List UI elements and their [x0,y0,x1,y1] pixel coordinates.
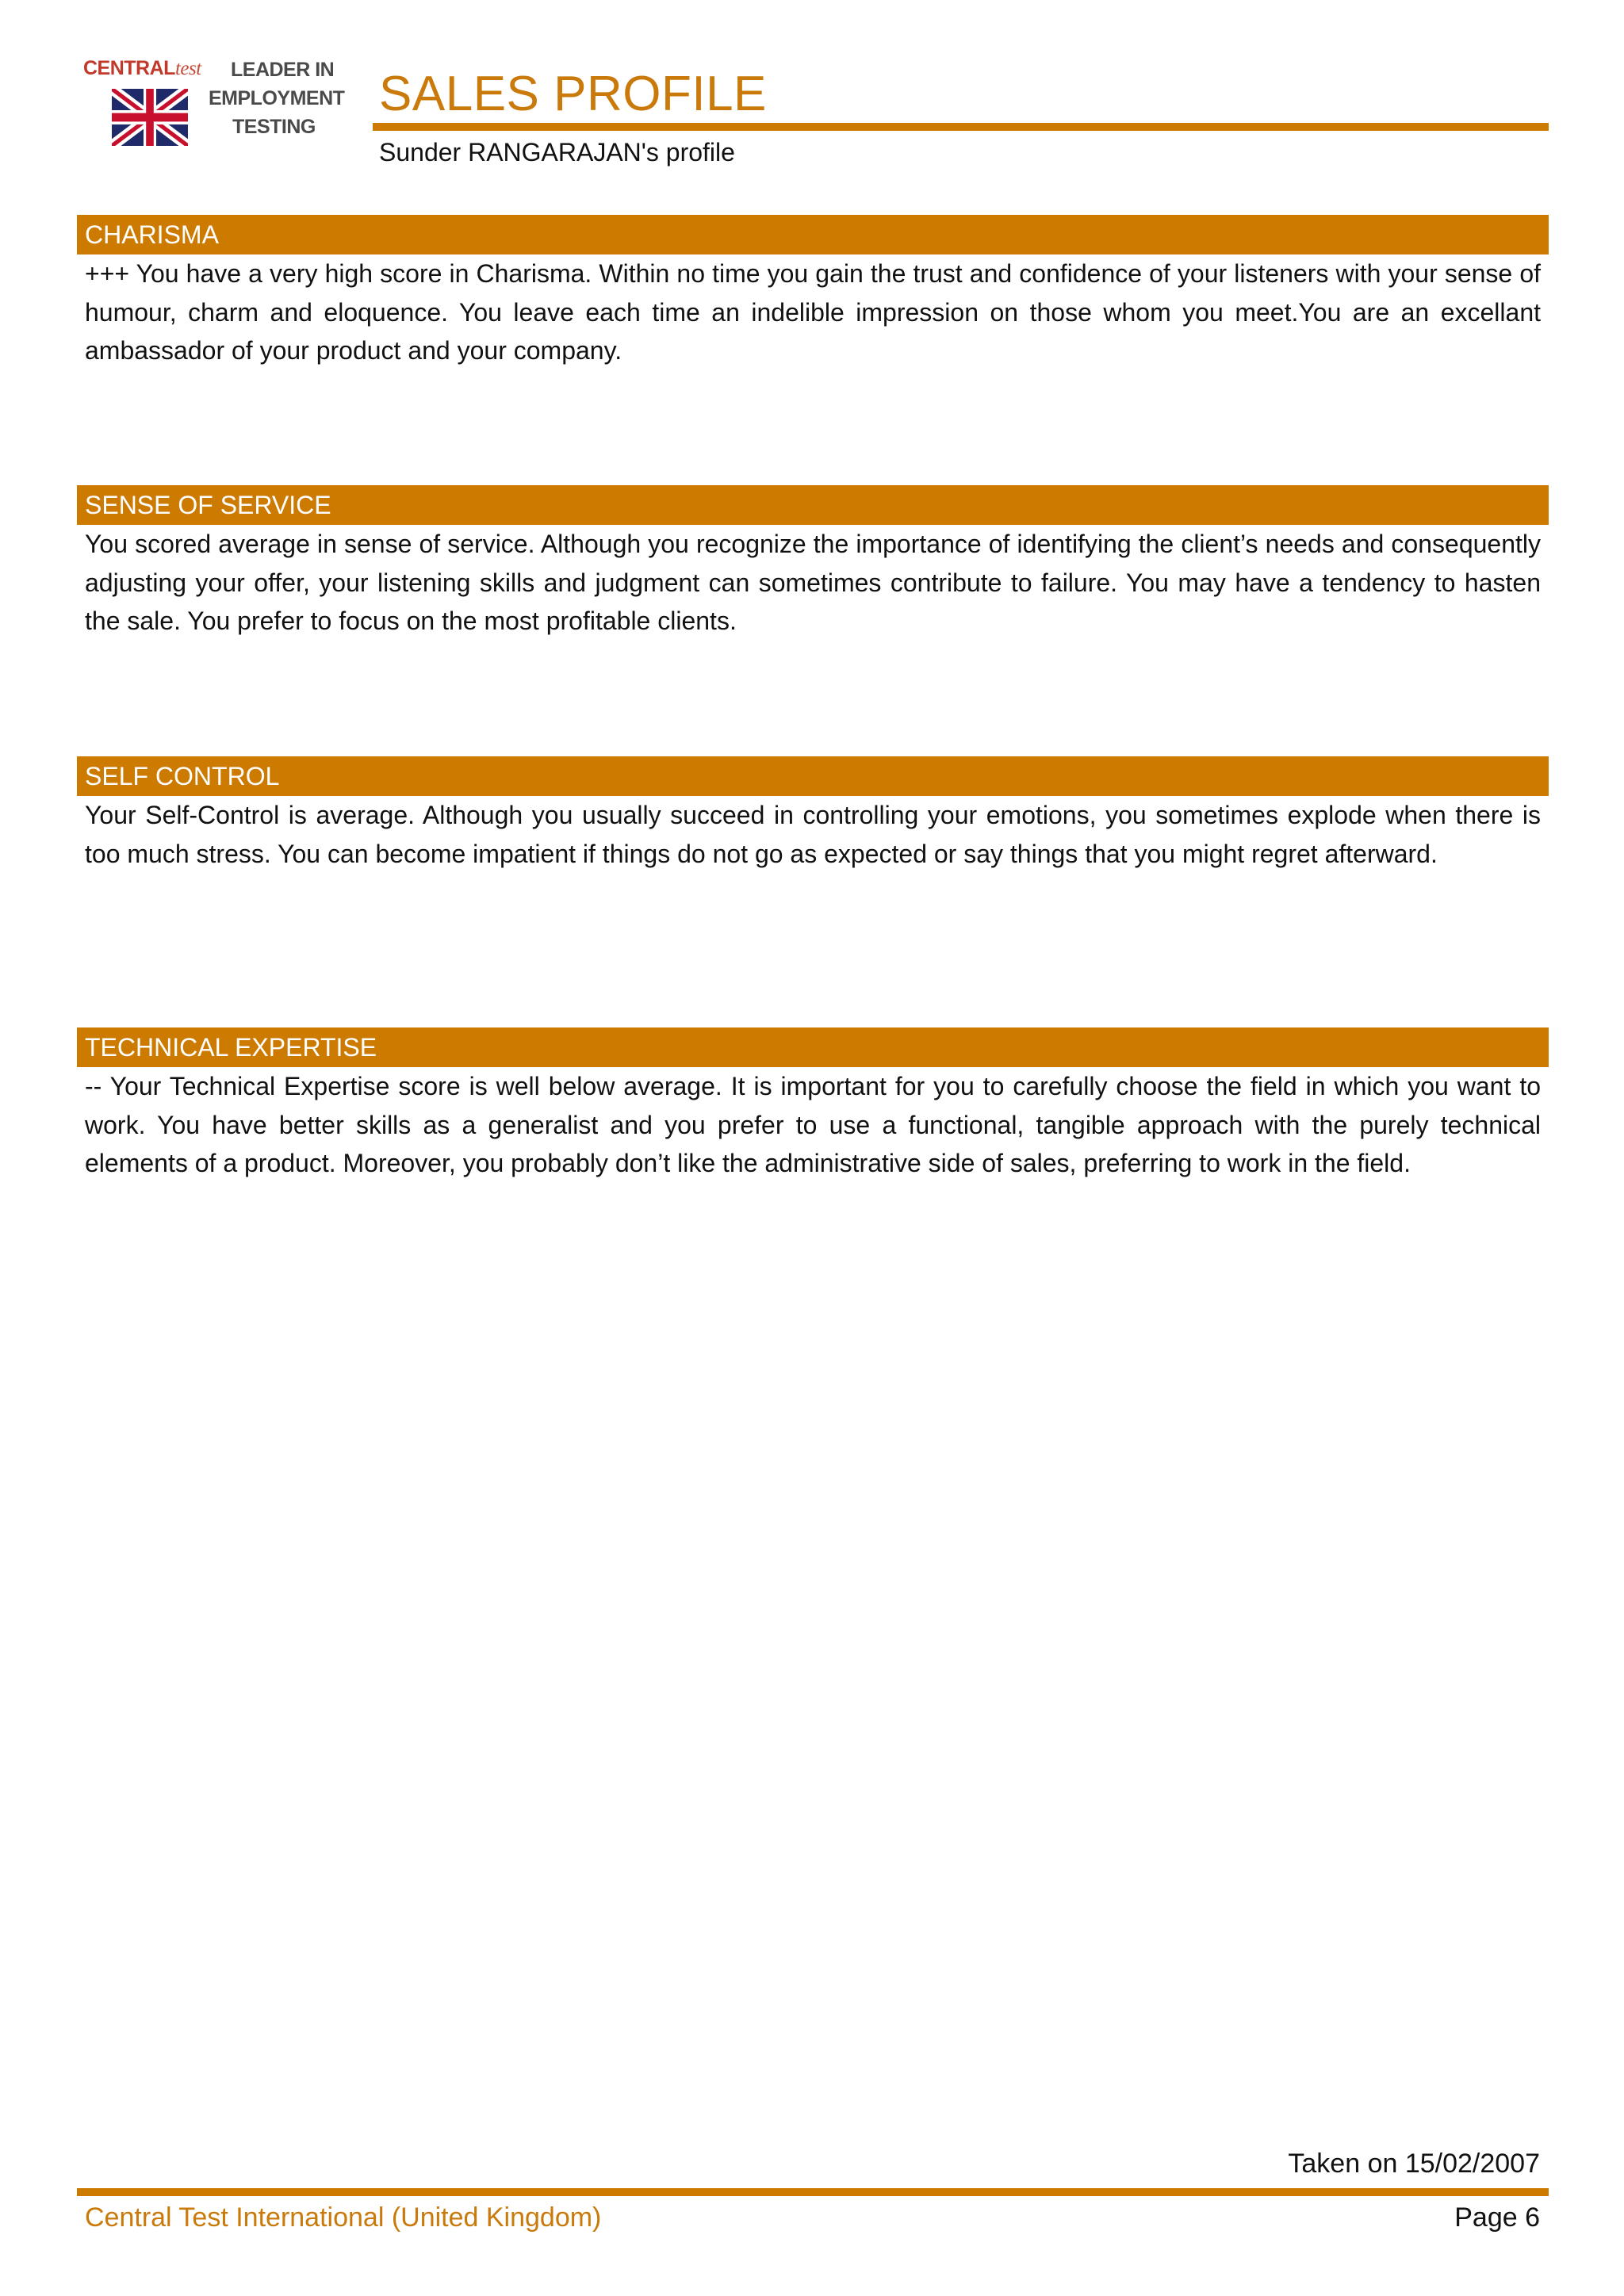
logo-tagline-line: LEADER IN [231,59,335,81]
section-charisma [77,215,1549,370]
section-description: +++ You have a very high score in Charisma. Within no time you gain the trust and confidence of your listeners with your sense of humour, charm and eloquence. You leave each time an indelible impression on those whom you meet.You are an excellant ambassador of your product and your company. [85,259,1541,365]
company-logo [75,48,353,166]
section-description: You scored average in sense of service. Although you recognize the importance of identifying the client’s needs and consequently adjusting your offer, your listening skills and judgment can sometimes contribute to failure. You may have a tendency to hasten the sale. You prefer to focus on the most profitable clients. [85,530,1541,635]
footer-company: Central Test International (United Kingdom) [85,2202,602,2233]
uk-flag-icon [112,89,188,146]
section-sense-of-service [77,485,1549,641]
section-heading: SELF CONTROL [77,756,1549,796]
section-self-control [77,756,1549,873]
section-heading: SENSE OF SERVICE [77,485,1549,525]
logo-brand-main: CENTRAL [83,57,175,79]
section-description: Your Self-Control is average. Although you usually succeed in controlling your emotions, you sometimes explode when there is too much stress. You can become impatient if things do not go as expected or say things that you might regret afterward. [85,801,1541,868]
footer-divider [77,2188,1549,2196]
header-divider [373,123,1549,131]
logo-brand-suffix: test [174,58,201,79]
logo-brand [83,57,201,80]
page-number: Page 6 [1454,2202,1540,2233]
section-description: -- Your Technical Expertise score is well below average. It is important for you to carefully choose the field in which you want to work. You have better skills as a generalist and you prefer to use a functional, tangible approach with the purely technical elements of a product. Moreover, you probably don’t like the administrative side of sales, preferring to work in the field. [85,1072,1541,1177]
page-title: SALES PROFILE [379,67,767,121]
logo-tagline-line: TESTING [232,116,316,138]
section-heading: CHARISMA [77,215,1549,254]
section-heading: TECHNICAL EXPERTISE [77,1027,1549,1067]
section-technical-expertise [77,1027,1549,1183]
logo-tagline [209,55,359,141]
test-date: Taken on 15/02/2007 [1288,2149,1540,2179]
logo-tagline-line: EMPLOYMENT [209,87,345,109]
page-subtitle: Sunder RANGARAJAN's profile [379,138,735,166]
